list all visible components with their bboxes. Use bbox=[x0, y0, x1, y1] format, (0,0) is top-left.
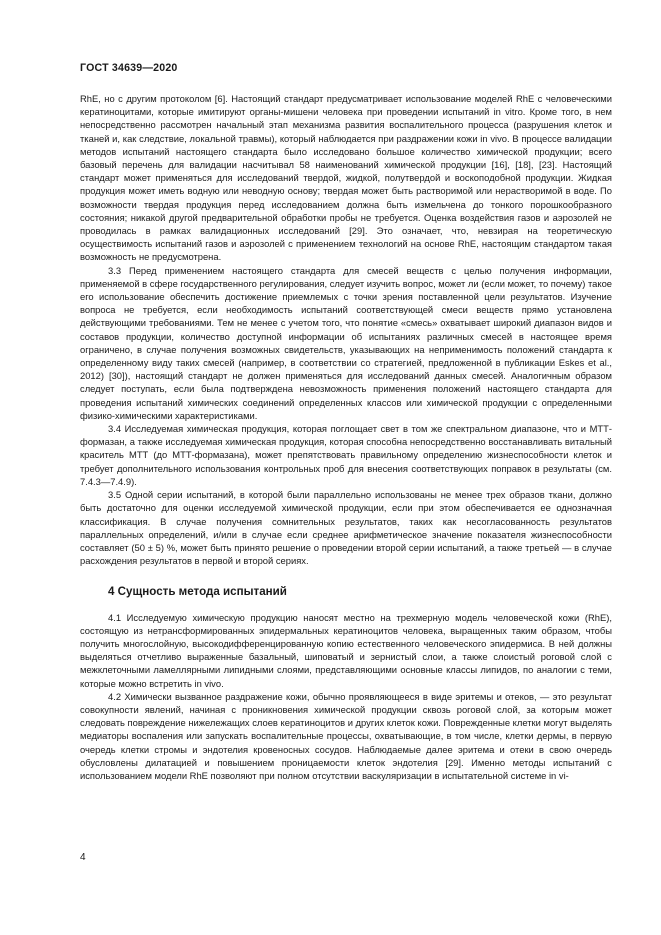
paragraph-3-3: 3.3 Перед применением настоящего стандарта для смесей веществ с целью получения информации, применяемой в сфере государственного регулирования, следует изучить вопрос, может ли (если может, то почему) такое его использование обеспечить достижение приемлемых с точки зрения поставленной цели результатов. Изучение вопроса не требуется, если необходимость испытаний соответствующей смеси веществ прямо установлена действующими требованиями. Тем не менее с учетом того, что понятие «смесь» охватывает широкий диапазон видов и составов продукции, количество доступной информации об испытаниях различных смесей в настоящее время ограничено, в случае получения возможных свидетельств, указывающих на неприменимость положений стандарта к определенному виду таких смесей (например, в соответствии со стратегией, предложенной в публикации Eskes et al., 2012) [30]), настоящий стандарт не должен применяться для исследований данных смесей. Аналогичным образом следует поступать, если была подтверждена невозможность применения положений настоящего стандарта для проведения испытаний химических соединений определенных классов или химической продукции с определенными физико-химическими характеристиками. bbox=[80, 264, 612, 421]
paragraph-3-5: 3.5 Одной серии испытаний, в которой были параллельно использованы не менее трех образов ткани, должно быть достаточно для оценки исследуемой химической продукции, если при этом обеспечивается ее однозначная классификация. В случае получения сомнительных результатов, таких как несогласованность результатов параллельных определений, и/или в случае если среднее арифметическое значение показателя жизнеспособности составляет (50 ± 5) %, может быть принято решение о проведении второй серии испытаний, а также третьей — в случае расхождения результатов в первой и второй сериях. bbox=[80, 489, 612, 567]
paragraph-4-1: 4.1 Исследуемую химическую продукцию наносят местно на трехмерную модель человеческой кожи (RhE), состоящую из нетрансформированных эпидермальных кератиноцитов человека, выращенных таким образом, чтобы получить многослойную, высокодифференцированную копию естественного человеческого эпидермиса. В ней должны выделяться отчетливо выраженные базальный, шиповатый и зернистый слои, а также слоистый роговой слой с межклеточными ламеллярными липидными слоями, представляющими основные классы липидов, по аналогии с теми, которые можно встретить in vivo. bbox=[80, 611, 612, 689]
paragraph-4-2: 4.2 Химически вызванное раздражение кожи, обычно проявляющееся в виде эритемы и отеков, — это результат совокупности явлений, начиная с проникновения химической продукции сквозь роговой слой, за которым может следовать повреждение нижележащих слоев кератиноцитов и других клеток кожи. Поврежденные клетки могут выделять медиаторы воспаления или запускать воспалительные процессы, охватывающие, в том числе, клетки дермы, в первую очередь клетки стромы и эндотелия кровеносных сосудов. Наблюдаемые далее эритема и отеки в свою очередь обусловлены дилатацией и повышением проницаемости клеток эндотелия [29]. Именно методы испытаний с использованием модели RhE позволяют при полном отсутствии васкуляризации в испытательной системе in vi- bbox=[80, 690, 612, 781]
paragraph-3-4: 3.4 Исследуемая химическая продукция, которая поглощает свет в том же спектральном диапазоне, что и МТТ-формазан, а также исследуемая химическая продукция, которая способна непосредственно восстанавливать витальный краситель МТТ (до МТТ-формазана), может препятствовать правильному определению жизнеспособности клеток и требует дополнительного использования контрольных проб для внесения соответствующих поправок в результаты (см. 7.4.3—7.4.9). bbox=[80, 423, 612, 487]
paragraph-rhe-models: RhE, но с другим протоколом [6]. Настоящий стандарт предусматривает использование моделей RhE с человеческими кератиноцитами, которые имитируют органы-мишени человека при проведении испытаний in vitro. Кроме того, в нем непосредственно рассмотрен начальный этап механизма развития воспалительного процесса (разрушения клеток и тканей и, как следствие, локальной травмы), который наблюдается при раздражении кожи in vivo. В процессе валидации методов испытаний настоящего стандарта было исследовано большое количество химической продукции; всего базовый перечень для валидации насчитывал 58 наименований химической продукции [16], [18], [23]. Настоящий стандарт может применяться для исследований твердой, жидкой, полутвердой и воскоподобной продукции. Жидкая продукция может иметь водную или неводную основу; твердая может быть растворимой или нерастворимой в воде. По возможности твердая продукция перед исследованием должна быть измельчена до тонкого порошкообразного состояния; никакой другой предварительной обработки пробы не требуется. Оценка воздействия газов и аэрозолей не проводилась в рамках валидационных исследований [29]. Это означает, что, невзирая на теоретическую осуществимость испытаний газов и аэрозолей с применением технологий на основе RhE, настоящим стандартом такая возможность не предусмотрена. bbox=[80, 93, 612, 263]
page-number: 4 bbox=[80, 852, 86, 863]
section-heading: 4 Сущность метода испытаний bbox=[108, 585, 287, 599]
document-body bbox=[80, 92, 612, 782]
document-header: ГОСТ 34639—2020 bbox=[80, 62, 178, 74]
